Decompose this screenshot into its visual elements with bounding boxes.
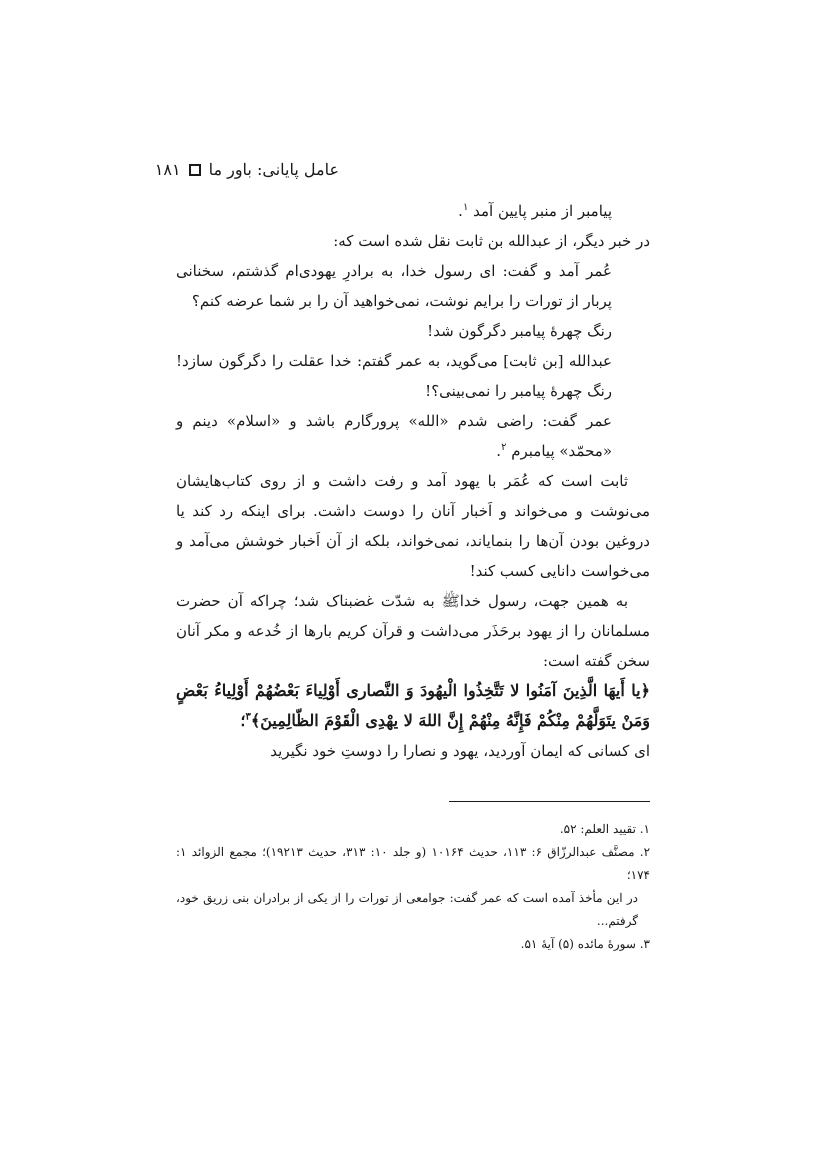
paragraph: به همین جهت، رسول خداﷺ به شدّت غضبناک شد؛ چراکه آن حضرت مسلمانان را از یهود برحَذَر می‌داشت و قرآن کریم بارها از خُدعه و مکر آنان سخن گفته است: <box>176 592 650 670</box>
quote-paragraph: عمر گفت: راضی شدم «الله» پرورگارم باشد و «اسلام» دینم و «محمّد» پیامبرم $^۲$. <box>176 412 612 460</box>
paragraph: ثابت است که عُمَر با یهود آمد و رفت داشت و از روی کتاب‌هایشان می‌نوشت و می‌خواند و اَخبار آنان را دوست داشت. برای اینکه رد کند یا دروغین بودن آن‌ها را بنمایاند، نمی‌خواند، بلکه از آن اَخبار خوشش می‌آمد و می‌خواست دانایی کسب کند! <box>176 472 650 580</box>
running-header-title: عامل پایانی: باور ما <box>208 160 339 179</box>
footnote-ref[interactable]: ۲ <box>501 442 507 453</box>
running-header <box>155 158 339 182</box>
quote-paragraph: عُمر آمد و گفت: ای رسول خدا، به برادرِ یهودی‌ام گذشتم، سخنانی پربار از تورات را برایم نوشت، نمی‌خواهید آن را بر شما عرضه کنم؟ <box>176 262 612 310</box>
footnote-divider <box>449 801 650 802</box>
footnote-ref[interactable]: ۱ <box>462 202 469 213</box>
footnote: ۳. سورهٔ مائده (۵) آیهٔ ۵۱. <box>520 937 650 951</box>
footnotes <box>176 818 650 956</box>
page-number: ۱۸۱ <box>154 160 181 179</box>
body-line: ای کسانی که ایمان آوردید، یهود و نصارا را دوستِ خود نگیرید <box>270 742 650 760</box>
footnote-continuation: در این مأخذ آمده است که عمر گفت: جوامعی از تورات را از یکی از برادران بنی زریق خود، گرفتم... <box>176 891 638 928</box>
footnote: ۲. مصنَّف عبدالرزّاق ۶: ۱۱۳، حدیث ۱۰۱۶۴ (و جلد ۱۰: ۳۱۳، حدیث ۱۹۲۱۳)؛ مجمع الزوائد ۱: ۱۷۴؛ <box>176 845 651 882</box>
square-bullet-icon <box>189 164 201 176</box>
quote-paragraph: عبدالله [بن ثابت] می‌گوید، به عمر گفتم: خدا عقلت را دگرگون سازد! رنگ چهرهٔ پیامبر را نمی‌بینی؟! <box>176 352 612 400</box>
body-line: در خبر دیگر، از عبدالله بن ثابت نقل شده است که: <box>333 232 650 250</box>
footnote: ۱. تقیید العلم: ۵۲. <box>559 822 650 836</box>
quote-paragraph: رنگ چهرهٔ پیامبر دگرگون شد! <box>427 322 612 340</box>
body-line: پیامبر از منبر پایین آمد $^۱$. <box>458 202 612 220</box>
quran-verse: ﴿یا أَیهَا الَّذِینَ آمَنُوا لا تَتَّخِذُوا الْیهُودَ وَ النَّصارى أَوْلِیاءَ بَعْضُهُمْ أَوْلِیاءُ بَعْضٍ وَمَنْ یتَوَلَّهُمْ مِنْكُمْ فَإِنَّهُ مِنْهُمْ إِنَّ اللهَ لا یهْدِی الْقَوْمَ الظّالِمِینَ﴾$^۳$؛ <box>176 681 650 730</box>
body-text <box>176 196 650 766</box>
footnote-ref[interactable]: ۳ <box>245 711 251 723</box>
